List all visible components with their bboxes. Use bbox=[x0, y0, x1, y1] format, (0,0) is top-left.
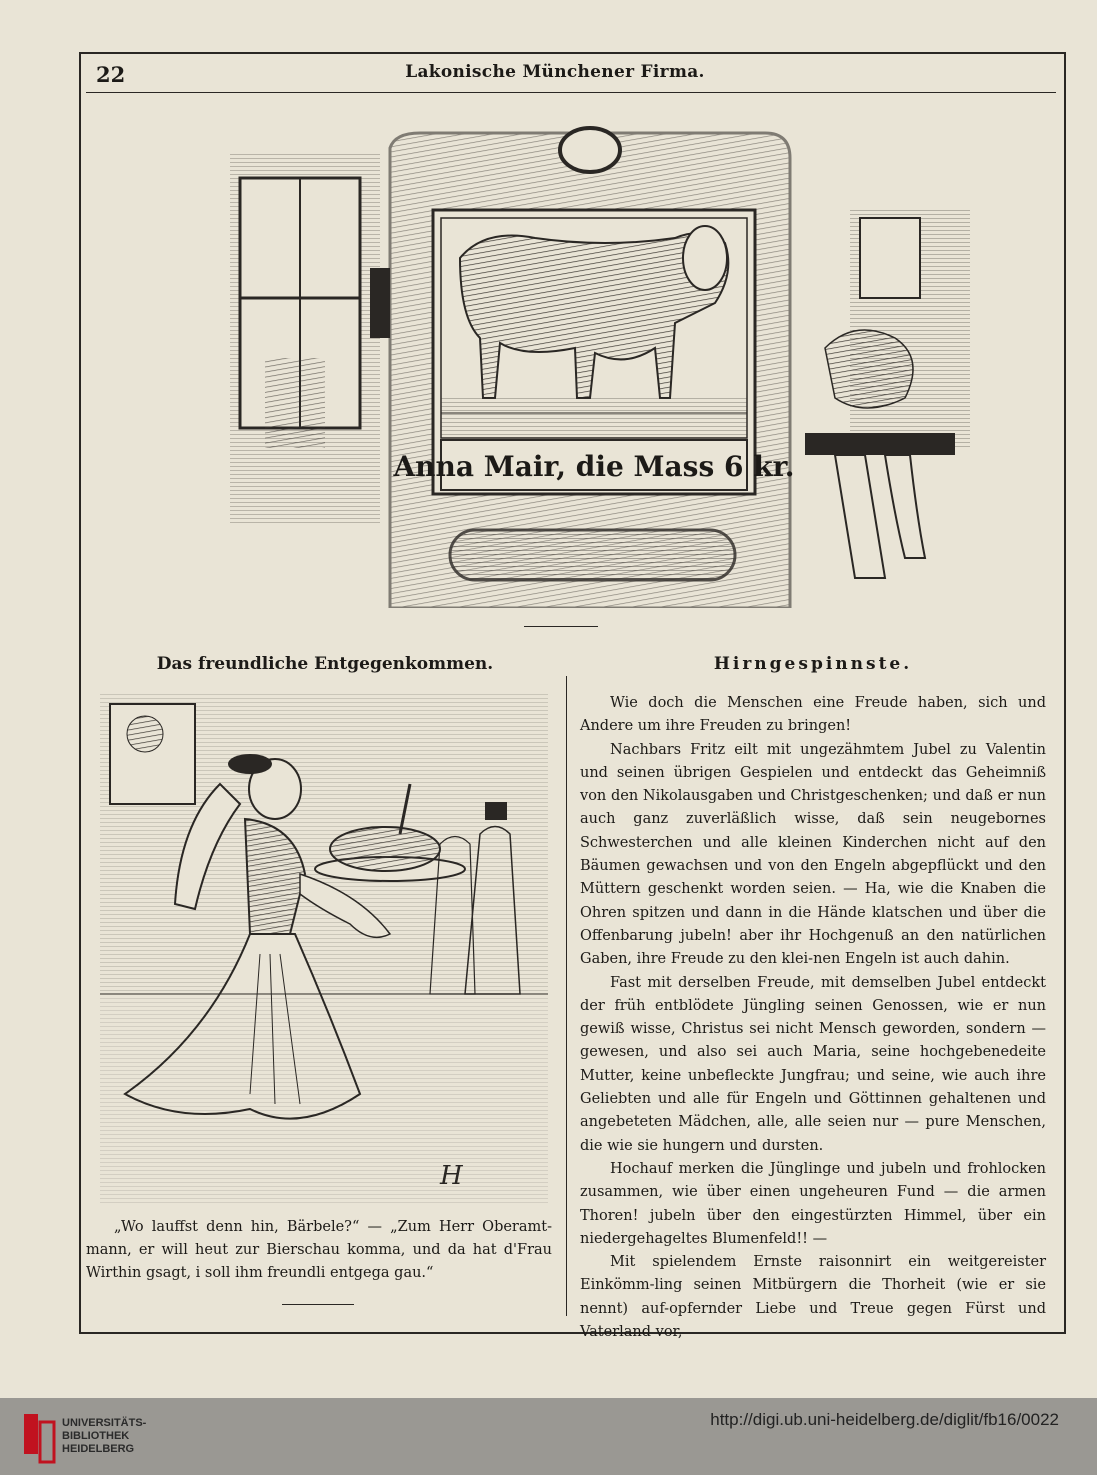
artist-monogram: H bbox=[440, 1161, 463, 1191]
column-rule bbox=[566, 676, 567, 1316]
article-body bbox=[580, 692, 1046, 1344]
article-paragraph: Hochauf merken die Jünglinge und jubeln und frohlocken zusammen, wie über einen ungeheuren Fund — die armen Thoren! jubeln über den eingestürzten Himmel, über ein niedergehageltes Blumenfeld!! — bbox=[580, 1160, 1046, 1247]
library-name-line: BIBLIOTHEK bbox=[62, 1430, 130, 1442]
maid-illustration bbox=[100, 694, 548, 1204]
header-rule bbox=[86, 92, 1056, 93]
article-paragraph: Nachbars Fritz eilt mit ungezähmtem Jubel zu Valentin und seinen übrigen Gespielen und entdeckt das Geheimniß von den Nikolausgaben und Christgeschenken; und daß er nun auch ganz zuverläßlich wisse, daß sein neugebornes Schwesterchen und alle kleinen Kinderchen nicht auf den Bäumen gewachsen und von den Engeln abgepflückt und den Müttern geschenkt worden seien. — Ha, wie die Knaben die Ohren spitzen und dann in die Hände klatschen und über die Offenbarung jubeln! aber ihr Hochgenuß an den natürlichen Gaben, ihre Freude zu den klei-nen Engeln ist auch dahin. bbox=[580, 741, 1046, 968]
running-title: Lakonische Münchener Firma. bbox=[405, 62, 705, 82]
illustration-caption: „Wo lauffst denn hin, Bärbele?“ — „Zum Herr Oberamt-mann, er will heut zur Bierschau komma, und da hat d'Frau Wirthin gsagt, i soll ihm freundli entgega gau.“ bbox=[86, 1219, 552, 1281]
left-section-title: Das freundliche Entgegenkommen. bbox=[156, 654, 494, 674]
library-logo-icon bbox=[22, 1408, 62, 1468]
library-name-line: UNIVERSITÄTS- bbox=[62, 1417, 147, 1429]
page-number: 22 bbox=[96, 62, 126, 87]
section-divider bbox=[524, 626, 598, 627]
library-name bbox=[62, 1417, 146, 1456]
right-section-title: Hirngespinnste. bbox=[713, 654, 913, 674]
sign-text: Anna Mair, die Mass 6 kr. bbox=[393, 450, 795, 483]
library-name-line: HEIDELBERG bbox=[62, 1443, 135, 1455]
cow-sign-illustration bbox=[205, 98, 975, 608]
source-url-link[interactable]: http://digi.ub.uni-heidelberg.de/diglit/fb16/0022 bbox=[710, 1410, 1059, 1429]
article-paragraph: Mit spielendem Ernste raisonnirt ein weitgereister Einkömm-ling seinen Mitbürgern die Thorheit (wie er sie nennt) auf-opfernder Liebe und Treue gegen Fürst und Vaterland vor, bbox=[580, 1254, 1046, 1341]
article-paragraph: Fast mit derselben Freude, mit demselben Jubel entdeckt der früh entblödete Jüngling seinen Genossen, wie er nun gewiß wisse, Christus sei nicht Mensch geworden, sondern — gewesen, und also sei auch Maria, seine hochgebenedeite Mutter, keine unbefleckte Jungfrau; und seine, wie auch ihre Geliebten und alle für Engeln und Göttinnen gehaltenen und angebeteten Mädchen, alle, alle seien nur — pure Menschen, die wie sie hungern und dursten. bbox=[580, 974, 1046, 1154]
caption-rule bbox=[282, 1304, 354, 1305]
article-paragraph: Wie doch die Menschen eine Freude haben, sich und Andere um ihre Freuden zu bringen! bbox=[580, 695, 1046, 735]
